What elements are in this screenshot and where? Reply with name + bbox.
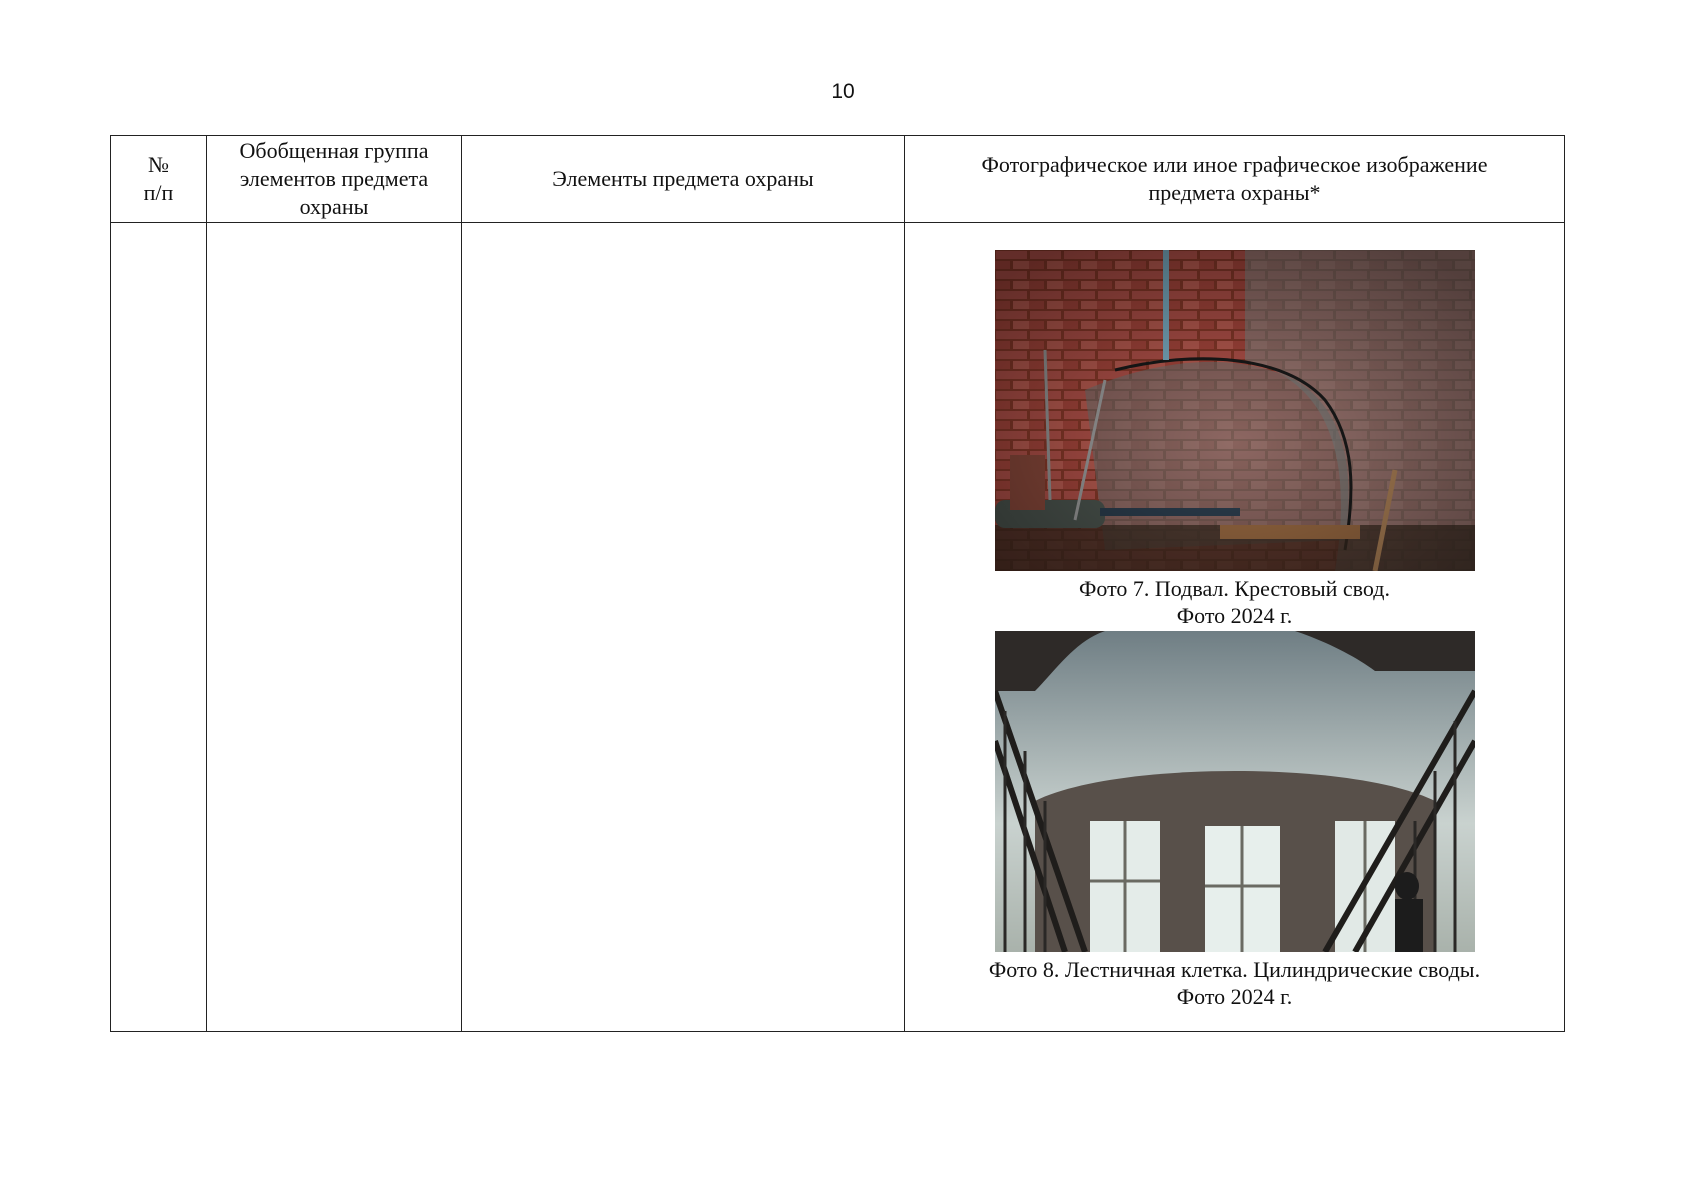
staircase-cylindrical-vaults-photo	[995, 631, 1475, 952]
table-row	[111, 223, 1565, 1032]
photo-8-caption-line1: Фото 8. Лестничная клетка. Цилиндрические своды.	[988, 957, 1481, 982]
protection-subject-table	[110, 135, 1565, 1032]
cell-elements	[462, 223, 905, 1032]
brick-cross-vault-basement-photo	[995, 250, 1475, 571]
header-number-line1: №	[148, 152, 169, 177]
header-group: Обобщенная группа элементов предмета охраны	[207, 136, 462, 223]
header-photo: Фотографическое или иное графическое изображение предмета охраны*	[905, 136, 1565, 223]
cell-number	[111, 223, 207, 1032]
header-number	[111, 136, 207, 223]
header-number-line2: п/п	[143, 180, 174, 205]
header-elements: Элементы предмета охраны	[462, 136, 905, 223]
photo-8-caption	[905, 956, 1564, 1010]
photo-7-caption-line1: Фото 7. Подвал. Крестовый свод.	[1079, 576, 1390, 601]
table-header-row	[111, 136, 1565, 223]
cell-photo	[905, 223, 1565, 1032]
page-number: 10	[831, 80, 855, 103]
photo-7-caption	[905, 575, 1564, 629]
cell-group	[207, 223, 462, 1032]
photo-7-caption-line2: Фото 2024 г.	[1176, 603, 1293, 628]
photo-8-caption-line2: Фото 2024 г.	[1176, 984, 1293, 1009]
